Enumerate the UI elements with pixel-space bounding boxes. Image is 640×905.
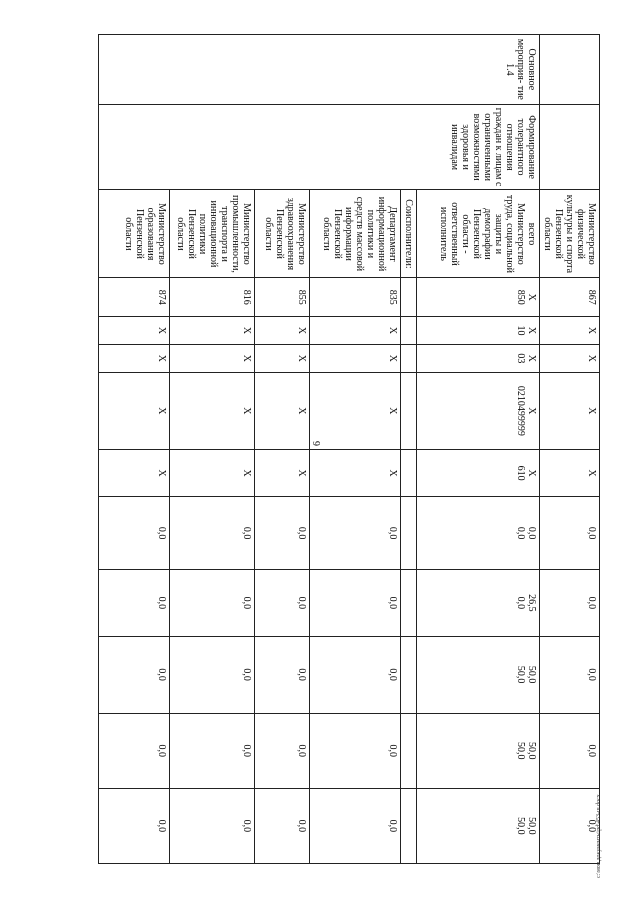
- rz-cell: X: [170, 317, 255, 345]
- value-cell: [417, 570, 540, 636]
- table-row-event: [417, 35, 540, 864]
- value-cell: 0,0: [255, 713, 310, 788]
- csr-cell: X: [99, 372, 170, 449]
- empty-cell: [401, 317, 417, 345]
- rz-cell: X: [255, 317, 310, 345]
- responsible-vr: 610: [515, 465, 526, 481]
- csr-cell: X: [310, 372, 401, 449]
- empty-cell: [401, 497, 417, 570]
- total-v4: 50,0: [526, 742, 537, 760]
- responsible-v1: 0,0: [515, 526, 526, 540]
- total-v5: 50,0: [526, 817, 537, 835]
- responsible-executor: Министерство труда, социальной защиты и демографии Пензенской области - ответственный исполнитель: [438, 194, 526, 274]
- empty-cell: [401, 278, 417, 317]
- empty-cell: [401, 372, 417, 449]
- budget-table: [98, 34, 600, 864]
- value-cell: 0,0: [540, 636, 600, 713]
- value-cell: 0,0: [255, 570, 310, 636]
- pr-cell: X: [540, 344, 600, 372]
- value-cell: 0,0: [170, 497, 255, 570]
- value-cell: 0,0: [170, 788, 255, 863]
- grbs-cell: [417, 278, 540, 317]
- executor-stack: [438, 192, 537, 275]
- pr-cell: X: [99, 344, 170, 372]
- executor-cell: Министерство промышленности, транспорта и инновационной политики Пензенской области: [170, 190, 255, 278]
- responsible-csr: 0210499999: [515, 385, 526, 436]
- csr-cell: X: [170, 372, 255, 449]
- executor-cell: Департамент информационной политики и средств массовой информации Пензенской области: [310, 190, 401, 278]
- value-cell: 0,0: [255, 636, 310, 713]
- value-cell: 0,0: [170, 713, 255, 788]
- empty-cell: [401, 570, 417, 636]
- responsible-grbs: 850: [515, 289, 526, 305]
- csr-cell: X: [255, 372, 310, 449]
- executor-cell: Министерство физической культуры и спорта Пензенской области: [540, 190, 600, 278]
- value-cell: 0,0: [310, 713, 401, 788]
- value-cell: 0,0: [170, 570, 255, 636]
- value-cell: 0,0: [310, 570, 401, 636]
- vr-cell: X: [99, 449, 170, 496]
- empty-cell: [401, 449, 417, 496]
- grbs-cell: 855: [255, 278, 310, 317]
- pr-cell: X: [310, 344, 401, 372]
- executor-cell: Министерство образования Пензенской области: [99, 190, 170, 278]
- total-pr: X: [526, 354, 537, 362]
- grbs-cell: 874: [99, 278, 170, 317]
- pr-cell: X: [255, 344, 310, 372]
- co-executors-label: Соисполнители:: [401, 190, 417, 278]
- empty-cell: [401, 713, 417, 788]
- value-cell: 0,0: [99, 713, 170, 788]
- rz-cell: X: [310, 317, 401, 345]
- pr-cell: X: [170, 344, 255, 372]
- value-cell: 0,0: [540, 713, 600, 788]
- csr-cell: [417, 372, 540, 449]
- total-v1: 0,0: [526, 526, 537, 540]
- value-cell: [417, 636, 540, 713]
- executor-cell: [417, 190, 540, 278]
- csr-cell: X: [540, 372, 600, 449]
- vr-cell: X: [170, 449, 255, 496]
- total-grbs: X: [526, 293, 537, 301]
- vr-cell: X: [540, 449, 600, 496]
- executor-cell: Министерство здравоохранения Пензенской области: [255, 190, 310, 278]
- value-cell: 0,0: [99, 788, 170, 863]
- value-cell: [417, 497, 540, 570]
- value-cell: 0,0: [255, 788, 310, 863]
- page-number: 6: [312, 441, 323, 446]
- grbs-cell: 867: [540, 278, 600, 317]
- value-cell: 0,0: [99, 570, 170, 636]
- empty-cell: [401, 344, 417, 372]
- rz-cell: [417, 317, 540, 345]
- value-cell: 0,0: [170, 636, 255, 713]
- value-cell: 0,0: [310, 788, 401, 863]
- total-label: всего: [526, 222, 537, 246]
- total-csr: X: [526, 407, 537, 415]
- responsible-v5: 50,0: [515, 817, 526, 835]
- value-cell: 0,0: [310, 636, 401, 713]
- pr-cell: [417, 344, 540, 372]
- table-row-ministry-sport: [540, 35, 600, 864]
- event-label-cell: Основное мероприя- тие 1.4: [99, 35, 540, 105]
- rz-cell: X: [540, 317, 600, 345]
- responsible-v4: 50,0: [515, 742, 526, 760]
- value-cell: 0,0: [540, 570, 600, 636]
- vr-cell: [417, 449, 540, 496]
- empty-cell: [540, 35, 600, 105]
- vr-cell: X: [310, 449, 401, 496]
- total-rz: X: [526, 326, 537, 335]
- grbs-cell: 835: [310, 278, 401, 317]
- value-cell: 0,0: [99, 636, 170, 713]
- budget-table-container: [40, 34, 600, 864]
- value-cell: 0,0: [99, 497, 170, 570]
- value-cell: [417, 788, 540, 863]
- value-cell: 0,0: [540, 788, 600, 863]
- value-cell: 0,0: [310, 497, 401, 570]
- vr-cell: X: [255, 449, 310, 496]
- value-cell: 0,0: [540, 497, 600, 570]
- event-name-cell: Формирование толерантного отношения граждан к лицам с ограниченными возможностями здоровья и инвалидам: [99, 104, 540, 190]
- responsible-v2: 0,0: [515, 596, 526, 610]
- footer-file-path: c:\мои документы\pd\453-ш.docx: [596, 794, 602, 878]
- grbs-cell: 816: [170, 278, 255, 317]
- total-vr: X: [526, 469, 537, 477]
- responsible-v3: 50,0: [515, 665, 526, 684]
- empty-cell: [401, 788, 417, 863]
- empty-cell: [401, 636, 417, 713]
- value-cell: 0,0: [255, 497, 310, 570]
- responsible-pr: 03: [515, 353, 526, 364]
- total-v3: 50,0: [526, 665, 537, 684]
- total-v2: 26,5: [526, 594, 537, 612]
- empty-cell: [540, 104, 600, 190]
- rz-cell: X: [99, 317, 170, 345]
- value-cell: [417, 713, 540, 788]
- responsible-rz: 10: [515, 325, 526, 336]
